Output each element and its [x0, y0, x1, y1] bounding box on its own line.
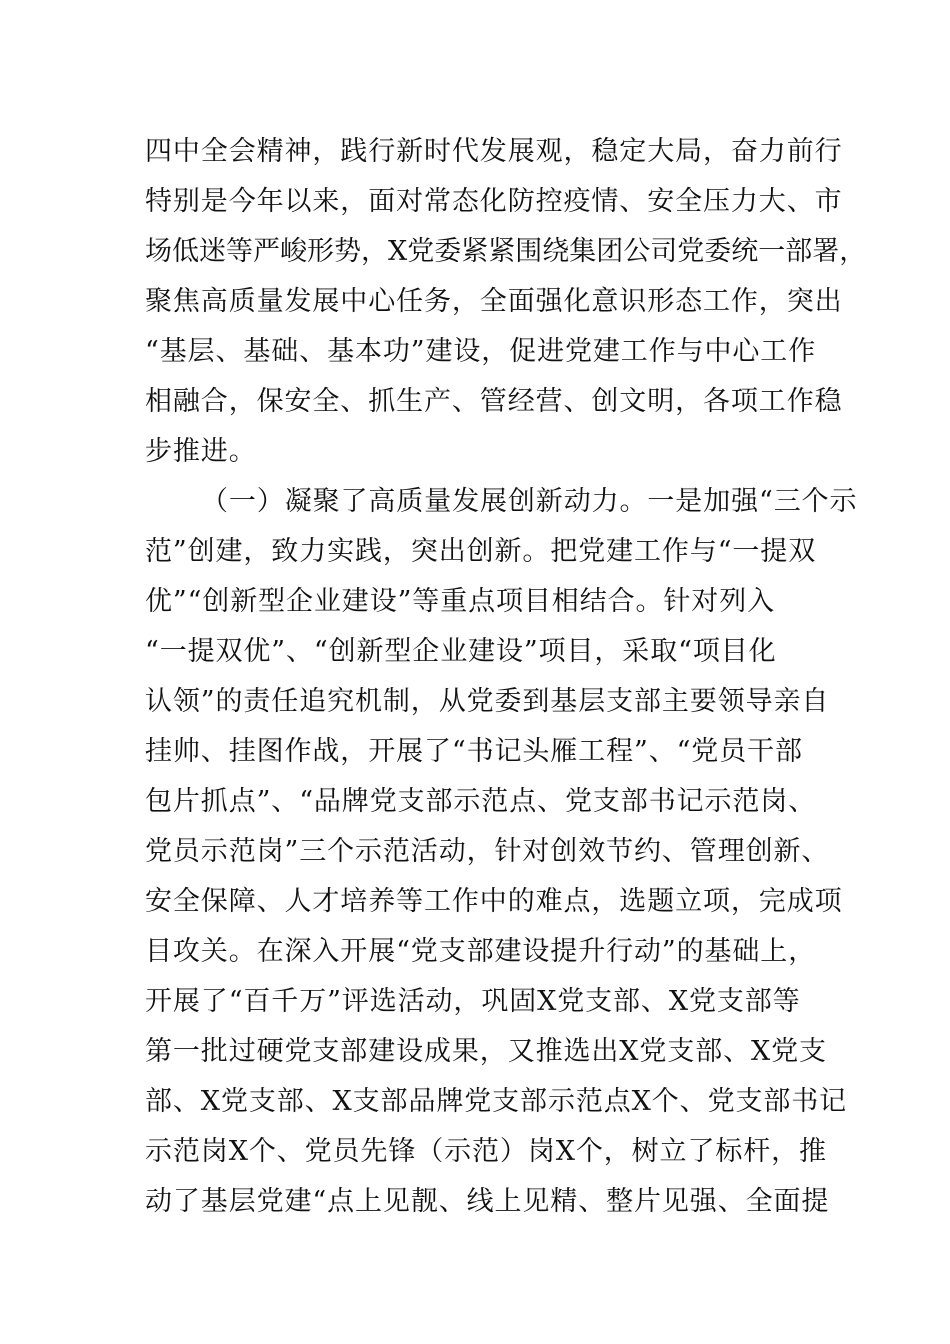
- text-line: 场低迷等严峻形势，X党委紧紧围绕集团公司党委统一部署，: [145, 236, 867, 267]
- text-line: 范”创建，致力实践，突出创新。把党建工作与“一提双: [145, 536, 817, 567]
- text-line: 党员示范岗”三个示范活动，针对创效节约、管理创新、: [145, 836, 830, 867]
- text-line: “基层、基础、基本功”建设，促进党建工作与中心工作: [145, 336, 817, 367]
- text-line: 特别是今年以来，面对常态化防控疫情、安全压力大、市: [145, 186, 843, 217]
- text-line: 示范岗X个、党员先锋（示范）岗X个，树立了标杆，推: [145, 1136, 827, 1167]
- text-line: 开展了“百千万”评选活动，巩固X党支部、X党支部等: [145, 986, 801, 1017]
- text-line: 安全保障、人才培养等工作中的难点，选题立项，完成项: [145, 886, 843, 917]
- text-line: 动了基层党建“点上见靓、线上见精、整片见强、全面提: [145, 1186, 830, 1217]
- text-line: 相融合，保安全、抓生产、管经营、创文明，各项工作稳: [145, 386, 843, 417]
- text-line: 挂帅、挂图作战，开展了“书记头雁工程”、“党员干部: [145, 736, 803, 767]
- text-line: “一提双优”、“创新型企业建设”项目，采取“项目化: [145, 636, 777, 667]
- text-line: 四中全会精神，践行新时代发展观，稳定大局，奋力前行: [145, 136, 843, 167]
- paragraph-heading-line: （一）凝聚了高质量发展创新动力。一是加强“三个示: [201, 486, 858, 517]
- text-line: 包片抓点”、“品牌党支部示范点、党支部书记示范岗、: [145, 786, 817, 817]
- text-line: 优”“创新型企业建设”等重点项目相结合。针对列入: [145, 586, 776, 617]
- text-line: 部、X党支部、X支部品牌党支部示范点X个、党支部书记: [145, 1086, 848, 1117]
- text-line: 第一批过硬党支部建设成果，又推选出X党支部、X党支: [145, 1036, 827, 1067]
- text-line: 目攻关。在深入开展“党支部建设提升行动”的基础上，: [145, 936, 817, 967]
- text-line: 认领”的责任追究机制，从党委到基层支部主要领导亲自: [145, 686, 830, 717]
- text-line: 步推进。: [145, 436, 257, 467]
- text-line: 聚焦高质量发展中心任务，全面强化意识形态工作，突出: [145, 286, 843, 317]
